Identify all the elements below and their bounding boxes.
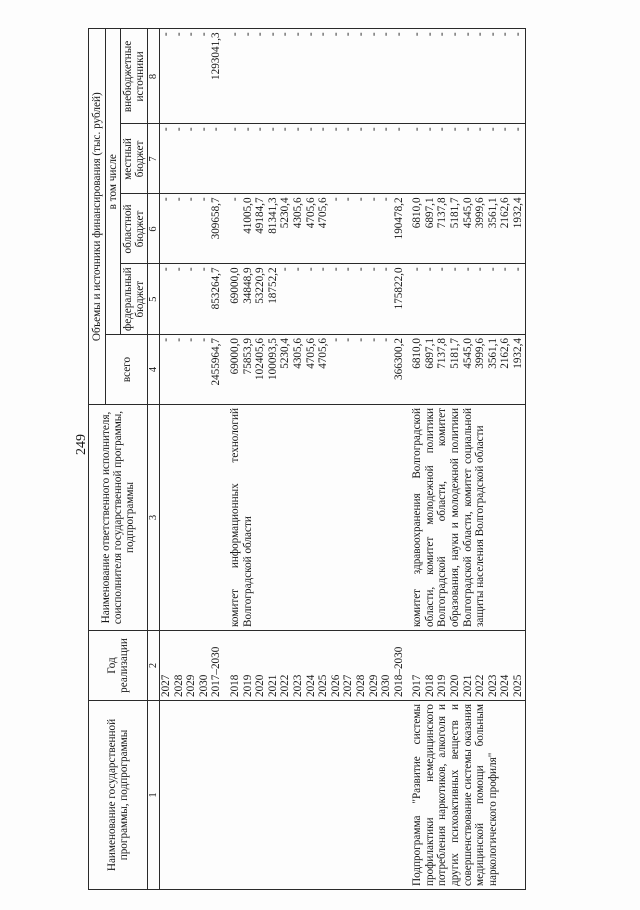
header-year: Год реализации	[89, 631, 148, 701]
header-local: местный бюджет	[121, 124, 148, 194]
federal-cell: - - - - - - - - -	[411, 264, 525, 335]
local-cell: - - - - - - - - - - - - - -	[229, 124, 405, 194]
header-including: в том числе	[106, 29, 121, 335]
regional-cell: 6810,0 6897,1 7137,8 5181,7 4545,0 3999,6 3561,1 2162,6 1932,4	[411, 194, 525, 264]
program-cell: Подпрограмма "Развитие системы профилактики немедицинского потребления наркотиков, алкоголя и других психоактивных веществ и совершенствование системы оказания медицинской помощи больным наркологического профиля"	[411, 701, 525, 890]
regional-cell: - - - - 309658,7	[160, 194, 223, 264]
col-number: 4	[148, 335, 160, 405]
header-federal: федеральный бюджет	[121, 264, 148, 335]
local-cell: - - - - - - - - -	[411, 124, 525, 194]
header-program: Наименование государственной программы, подпрограммы	[89, 701, 148, 890]
header-total: всего	[106, 335, 148, 405]
years-cell: 2017 2018 2019 2020 2021 2022 2023 2024 2025	[411, 631, 525, 701]
table-row	[229, 29, 405, 890]
federal-cell: - - - - 853264,7	[160, 264, 223, 335]
offbudget-cell: - - - - - - - - - - - - - -	[229, 29, 405, 124]
col-number: 3	[148, 405, 160, 631]
header-offbudget: внебюджетные источники	[121, 29, 148, 124]
page-number: 249	[74, 434, 89, 455]
table-row	[411, 29, 525, 890]
header-funding: Объемы и источники финансирования (тыс. рублей)	[89, 29, 106, 405]
col-number: 1	[148, 701, 160, 890]
header-executor: Наименование ответственного исполнителя, соисполнителя государственной программы, подпрограммы	[89, 405, 148, 631]
col-number: 7	[148, 124, 160, 194]
funding-table	[88, 28, 526, 890]
local-cell: - - - - -	[160, 124, 223, 194]
regional-cell: - 41005,0 49184,7 81341,3 5230,4 4305,6 4705,6 4705,6 - - - - - 190478,2	[229, 194, 405, 264]
header-regional: областной бюджет	[121, 194, 148, 264]
total-cell: - - - - 2455964,7	[160, 335, 223, 405]
years-cell: 2027 2028 2029 2030 2017–2030	[160, 631, 223, 701]
col-number: 8	[148, 29, 160, 124]
col-number: 6	[148, 194, 160, 264]
total-cell: 6810,0 6897,1 7137,8 5181,7 4545,0 3999,6 3561,1 2162,6 1932,4	[411, 335, 525, 405]
offbudget-cell: - - - - - - - - -	[411, 29, 525, 124]
offbudget-cell: - - - - 1293041,3	[160, 29, 223, 124]
col-number: 5	[148, 264, 160, 335]
col-number: 2	[148, 631, 160, 701]
federal-cell: 69000,0 34848,9 53220,9 18752,2 - - - - - - - - - 175822,0	[229, 264, 405, 335]
years-cell: 2018 2019 2020 2021 2022 2023 2024 2025 2026 2027 2028 2029 2030 2018–2030	[229, 631, 405, 701]
table-row	[160, 29, 223, 890]
executor-cell: комитет здравоохранения Волгоградской области, комитет молодежной политики Волгоградской области, комитет образования, науки и молодежной политики Волгоградской области, комитет социальной защиты населения Волгоградской области	[411, 405, 525, 631]
executor-cell: комитет информационных технологий Волгоградской области	[229, 405, 405, 631]
total-cell: 69000,0 75853,9 102405,6 100093,5 5230,4 4305,6 4705,6 4705,6 - - - - - 366300,2	[229, 335, 405, 405]
